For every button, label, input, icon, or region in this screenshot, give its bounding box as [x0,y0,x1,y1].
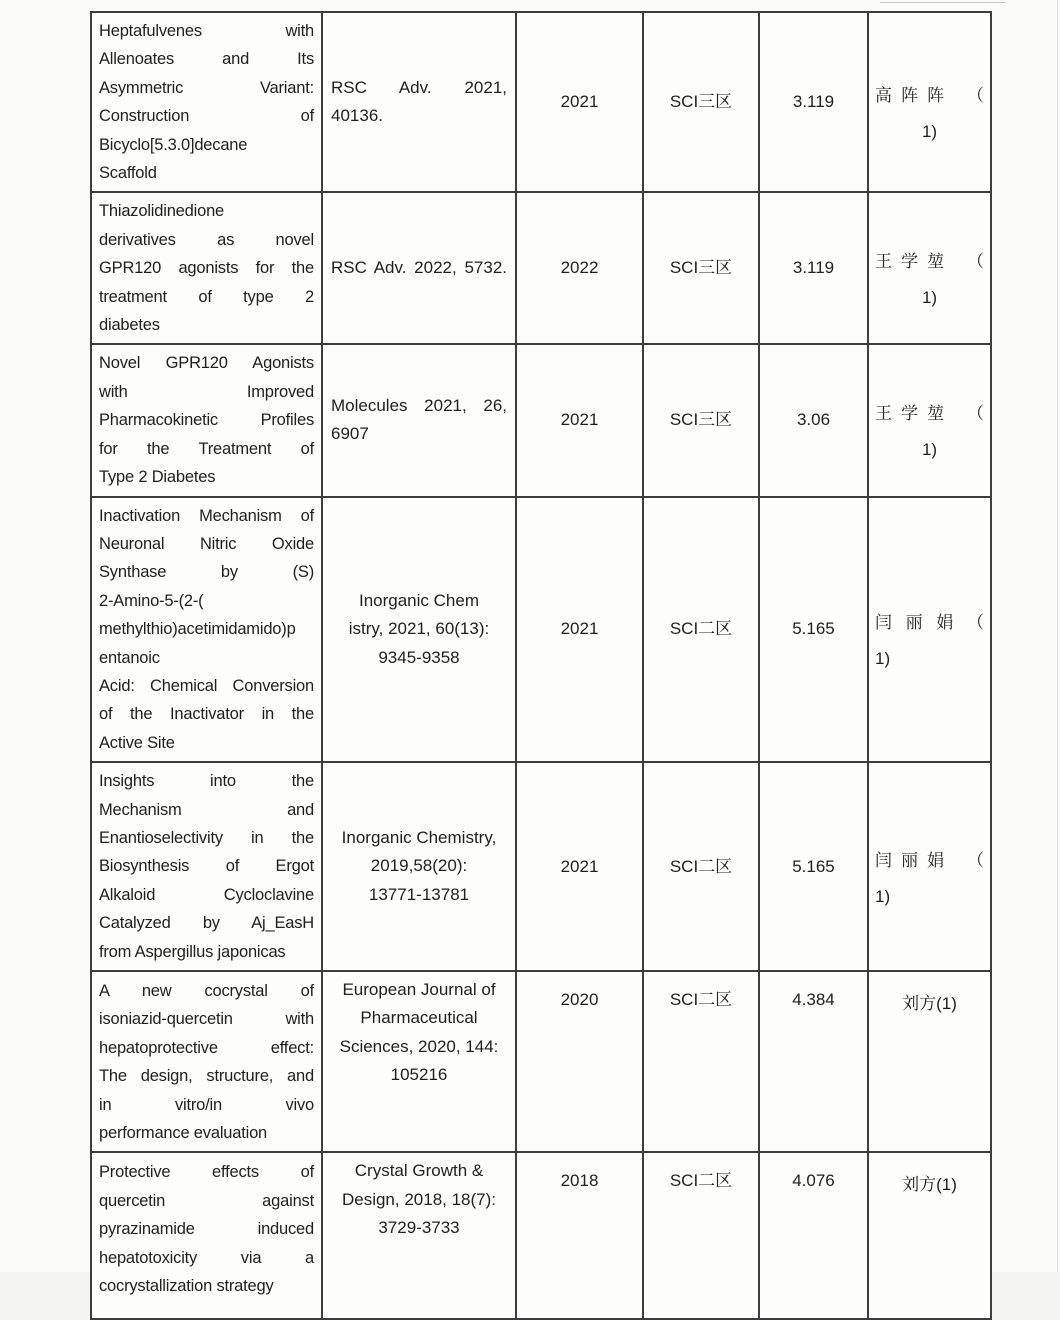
text-line: 9345-9358 [378,647,460,667]
sci-zone-value: SCI二区 [669,1171,733,1191]
text-line: 1) [875,649,891,669]
text-line: 105216 [390,1065,448,1085]
text-line: hepatotoxicity via a [99,1248,314,1267]
table-row [91,192,991,344]
paper-title-cell [91,497,322,763]
author-cell [868,192,991,344]
text-line: Sciences, 2020, 144: [339,1036,499,1056]
text-line: Type 2 Diabetes [99,468,216,487]
text-line: 闫丽娟 （ [875,850,984,870]
year-value: 2021 [560,856,599,876]
text-line: 刘方(1) [902,994,957,1013]
impact-factor-value: 3.119 [792,92,835,112]
journal-citation-cell [322,497,516,763]
text-line: Synthase by (S) [99,563,314,582]
sci-zone-cell [643,1152,759,1319]
text-line: methylthio)acetimidamido)p [99,620,296,639]
author-cell [868,1152,991,1319]
text-line: Enantioselectivity in the [99,828,314,847]
text-line: 1) [921,288,938,308]
text-line: Inactivation Mechanism of [99,506,314,525]
text-line: from Aspergillus japonicas [99,942,286,961]
sci-zone-cell [643,12,759,192]
publications-table [90,11,992,1320]
table-row [91,12,991,192]
text-line: with Improved [99,382,314,401]
impact-factor-cell [759,762,868,971]
sci-zone-value: SCI二区 [669,619,733,639]
table-row [91,497,991,763]
year-cell [516,12,643,192]
year-value: 2018 [560,1171,599,1191]
text-line: Pharmacokinetic Profiles [99,411,314,430]
scan-artifact-right-edge-line [1057,0,1058,1272]
table-row [91,344,991,496]
text-line: Thiazolidinedione [99,202,225,221]
text-line: RSC Adv. 2021, [331,77,507,97]
text-line: Active Site [99,733,175,752]
text-line: A new cocrystal of [99,982,314,1000]
text-line: Pharmaceutical [360,1008,478,1028]
text-line: European Journal of [342,980,496,999]
text-line: Neuronal Nitric Oxide [99,534,314,553]
text-line: RSC Adv. 2022, 5732. [331,258,507,278]
impact-factor-value: 5.165 [792,856,835,876]
author-cell [868,971,991,1152]
text-line: Asymmetric Variant: [99,78,314,97]
sci-zone-cell [643,762,759,971]
text-line: for the Treatment of [99,439,314,458]
text-line: Alkaloid Cycloclavine [99,885,314,904]
text-line: GPR120 agonists for the [99,259,314,278]
impact-factor-value: 3.119 [792,258,835,278]
journal-citation-cell [322,192,516,344]
paper-title-cell [91,192,322,344]
year-value: 2021 [560,410,599,430]
year-cell [516,192,643,344]
text-line: 3729-3733 [378,1218,460,1238]
text-line: isoniazid-quercetin with [99,1010,314,1029]
text-line: 13771-13781 [368,884,470,904]
text-line: Biosynthesis of Ergot [99,857,314,876]
text-line: treatment of type 2 [99,287,314,306]
text-line: istry, 2021, 60(13): [348,619,490,639]
text-line: Insights into the [99,772,314,791]
text-line: hepatoprotective effect: [99,1038,314,1057]
impact-factor-value: 5.165 [792,619,835,639]
publications-table-body [91,12,991,1319]
sci-zone-cell [643,344,759,496]
text-line: performance evaluation [99,1124,268,1143]
text-line: Design, 2018, 18(7): [341,1189,497,1209]
text-line: Acid: Chemical Conversion [99,676,314,695]
sci-zone-cell [643,971,759,1152]
year-cell [516,1152,643,1319]
year-cell [516,497,643,763]
text-line: The design, structure, and [99,1067,314,1086]
text-line: Scaffold [99,164,157,183]
year-value: 2022 [560,258,599,278]
text-line: in vitro/in vivo [99,1095,314,1114]
text-line: 王学堃 （ [875,404,984,424]
journal-citation-cell [322,971,516,1152]
text-line: Inorganic Chemistry, [341,827,497,847]
text-line: derivatives as novel [99,230,314,249]
year-cell [516,762,643,971]
journal-citation-cell [322,12,516,192]
year-cell [516,344,643,496]
impact-factor-value: 3.06 [796,410,831,430]
scan-artifact-top-line [880,2,1006,3]
text-line: 6907 [331,424,369,444]
impact-factor-cell [759,12,868,192]
sci-zone-cell [643,497,759,763]
year-value: 2020 [560,990,599,1009]
text-line: Catalyzed by Aj_EasH [99,914,314,933]
text-line: Novel GPR120 Agonists [99,354,314,373]
text-line: diabetes [99,316,160,335]
text-line: quercetin against [99,1191,314,1210]
sci-zone-cell [643,192,759,344]
paper-title-cell [91,1152,322,1319]
paper-title-cell [91,762,322,971]
text-line: Crystal Growth & [354,1161,484,1181]
table-row [91,971,991,1152]
journal-citation-cell [322,1152,516,1319]
text-line: 高阵阵 （ [875,86,984,106]
text-line: pyrazinamide induced [99,1220,314,1239]
paper-title-cell [91,971,322,1152]
text-line: Inorganic Chem [358,590,479,610]
author-cell [868,762,991,971]
journal-citation-cell [322,344,516,496]
text-line: 2-Amino-5-(2-( [99,591,204,610]
text-line: 40136. [331,106,383,126]
table-row [91,762,991,971]
text-line: 闫 丽 娟 （ [875,613,984,633]
text-line: Mechanism and [99,800,314,819]
sci-zone-value: SCI二区 [669,990,733,1009]
text-line: entanoic [99,648,160,667]
sci-zone-value: SCI三区 [669,92,733,112]
sci-zone-value: SCI三区 [669,410,733,430]
impact-factor-cell [759,1152,868,1319]
text-line: Molecules 2021, 26, [331,396,507,416]
text-line: Allenoates and Its [99,50,314,69]
journal-citation-cell [322,762,516,971]
author-cell [868,497,991,763]
text-line: Construction of [99,107,314,126]
author-cell [868,12,991,192]
text-line: 1) [921,122,938,142]
text-line: Protective effects of [99,1163,314,1182]
publications-table-wrap [90,11,990,1320]
text-line: cocrystallization strategy [99,1277,274,1296]
text-line: 刘方(1) [902,1175,957,1195]
author-cell [868,344,991,496]
impact-factor-cell [759,971,868,1152]
sci-zone-value: SCI二区 [669,856,733,876]
impact-factor-value: 4.384 [792,990,835,1009]
impact-factor-cell [759,344,868,496]
year-cell [516,971,643,1152]
text-line: Heptafulvenes with [99,22,314,40]
sci-zone-value: SCI三区 [669,258,733,278]
impact-factor-cell [759,192,868,344]
impact-factor-value: 4.076 [792,1171,835,1191]
paper-title-cell [91,344,322,496]
year-value: 2021 [560,619,599,639]
text-line: 1) [875,886,891,906]
year-value: 2021 [560,92,599,112]
text-line: 2019,58(20): [370,856,468,876]
impact-factor-cell [759,497,868,763]
text-line: 1) [921,440,938,460]
text-line: Bicyclo[5.3.0]decane [99,135,248,154]
text-line: of the Inactivator in the [99,705,314,724]
text-line: 王学堃 （ [875,252,984,272]
table-row [91,1152,991,1319]
paper-title-cell [91,12,322,192]
